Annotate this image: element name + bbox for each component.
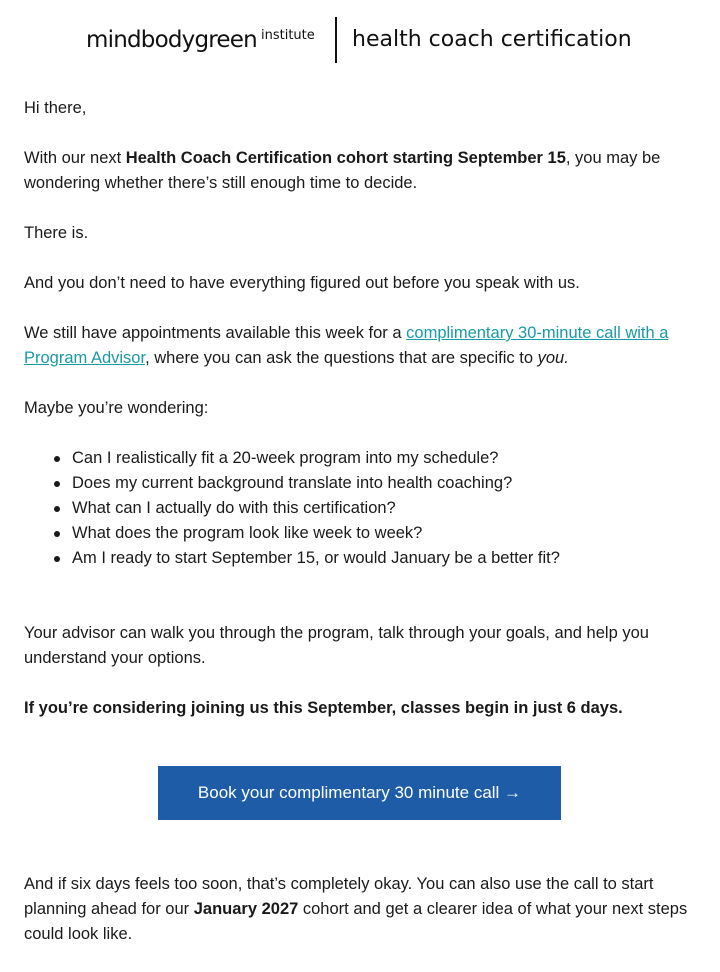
emphasis-you: you. bbox=[537, 349, 569, 367]
january-cohort-highlight: January 2027 bbox=[193, 900, 299, 918]
closing-text-end: cohort and get a clearer idea of what your next steps could look like. bbox=[24, 900, 688, 943]
no-pressure-paragraph: And you don’t need to have everything figured out before you speak with us. bbox=[24, 274, 580, 292]
email-body bbox=[24, 96, 696, 972]
cohort-highlight: Health Coach Certification cohort starting September 15 bbox=[125, 149, 566, 167]
list-item: What can I actually do with this certification? bbox=[72, 496, 696, 521]
advisor-paragraph: Your advisor can walk you through the program, talk through your goals, and help you understand your options. bbox=[24, 624, 649, 667]
program-title: health coach certification bbox=[352, 27, 632, 52]
wondering-paragraph: Maybe you’re wondering: bbox=[24, 399, 209, 417]
urgency-text: If you’re considering joining us this September, classes begin in just 6 days. bbox=[24, 699, 623, 717]
list-item: Does my current background translate into health coaching? bbox=[72, 471, 696, 496]
intro-paragraph bbox=[24, 146, 696, 196]
intro-text: With our next bbox=[24, 149, 126, 167]
brand-suffix: institute bbox=[261, 28, 315, 43]
header-divider bbox=[335, 17, 337, 63]
reassurance-paragraph: There is. bbox=[24, 224, 89, 242]
advisor-call-link[interactable]: complimentary 30-minute call with a Program Advisor bbox=[24, 324, 669, 367]
intro-text-end: , you may be wondering whether there’s still enough time to decide. bbox=[24, 149, 661, 192]
appointments-paragraph bbox=[24, 321, 696, 371]
appointments-text: We still have appointments available this week for a bbox=[24, 324, 407, 342]
closing-paragraph bbox=[24, 872, 696, 947]
book-call-button[interactable]: Book your complimentary 30 minute call → bbox=[158, 766, 561, 820]
appointments-text-mid: , where you can ask the questions that are specific to bbox=[145, 349, 538, 367]
list-item: Can I realistically fit a 20-week program into my schedule? bbox=[72, 446, 696, 471]
email-header bbox=[0, 17, 720, 65]
list-item: What does the program look like week to week? bbox=[72, 521, 696, 546]
greeting: Hi there, bbox=[24, 99, 87, 117]
questions-list bbox=[24, 446, 696, 571]
urgency-paragraph bbox=[24, 696, 696, 721]
cta-container bbox=[24, 766, 696, 820]
closing-text: And if six days feels too soon, that’s completely okay. You can also use the call to start planning ahead for our bbox=[24, 875, 654, 918]
list-item: Am I ready to start September 15, or would January be a better fit? bbox=[72, 546, 696, 571]
brand-logo[interactable]: mindbodygreen bbox=[86, 27, 257, 53]
